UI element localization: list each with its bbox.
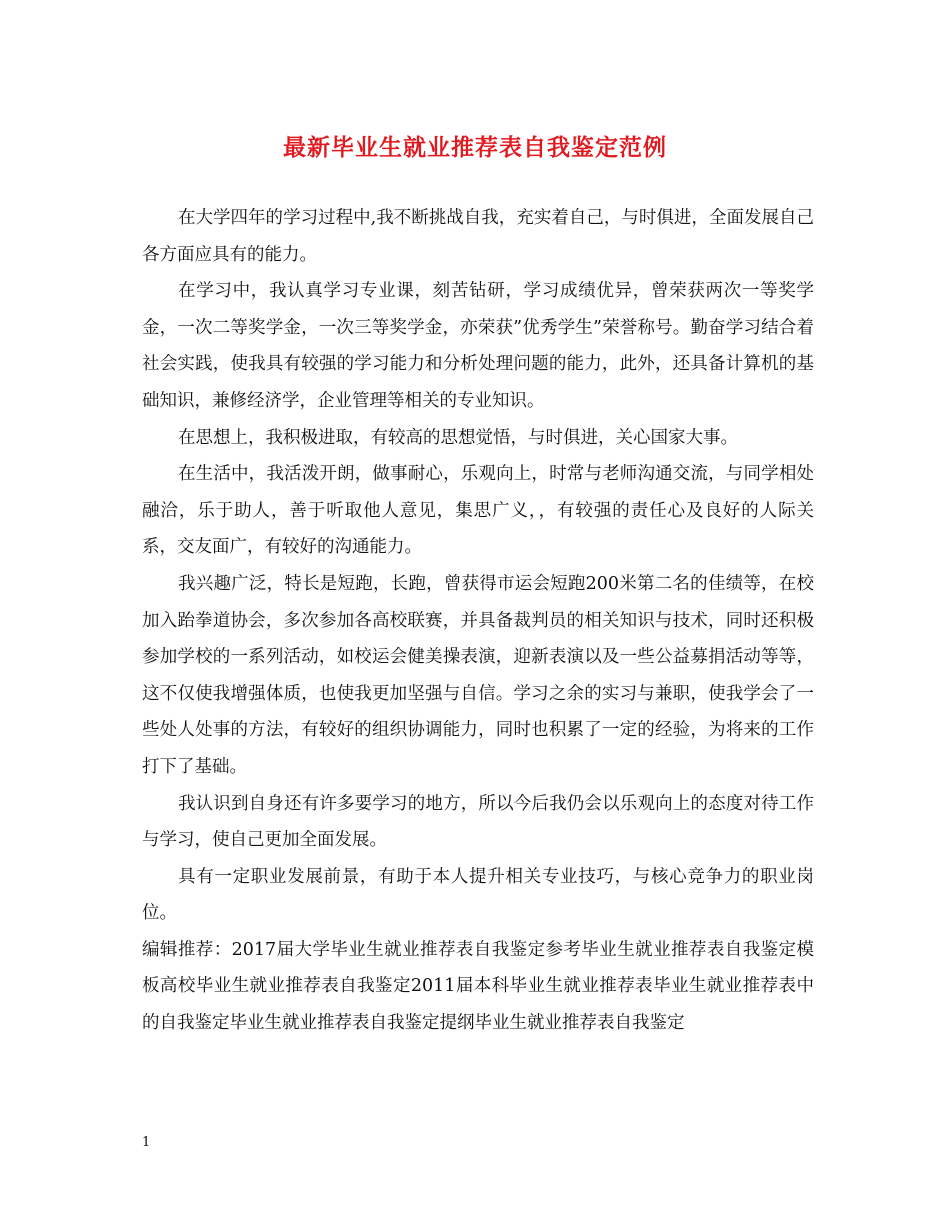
paragraph-career: 具有一定职业发展前景，有助于本人提升相关专业技巧，与核心竞争力的职业岗位。: [142, 866, 814, 924]
paragraph-study: 在学习中，我认真学习专业课，刻苦钻研，学习成绩优异，曾荣获两次一等奖学金，一次二等奖学金，一次三等奖学金，亦荣获”优秀学生”荣誉称号。勤奋学习结合着社会实践，使我具有较强的学习能力和分析处理问题的能力，此外，还具备计算机的基础知识，兼修经济学，企业管理等相关的专业知识。: [142, 281, 814, 411]
paragraph-life: 在生活中，我活泼开朗，做事耐心，乐观向上，时常与老师沟通交流，与同学相处融洽，乐于助人，善于听取他人意见，集思广义，，有较强的责任心及良好的人际关系，交友面广，有较好的沟通能力。: [142, 464, 814, 558]
document-title: 最新毕业生就业推荐表自我鉴定范例: [283, 134, 667, 161]
page-number: 1: [142, 1135, 151, 1150]
paragraph-intro: 在大学四年的学习过程中,我不断挑战自我，充实着自己，与时俱进，全面发展自己各方面应具有的能力。: [142, 208, 814, 265]
paragraph-interests: 我兴趣广泛，特长是短跑，长跑，曾获得市运会短跑200米第二名的佳绩等，在校加入跆拳道协会，多次参加各高校联赛，并具备裁判员的相关知识与技术，同时还积极参加学校的一系列活动，如校运会健美操表演，迎新表演以及一些公益募捐活动等等，这不仅使我增强体质，也使我更加坚强与自信。学习之余的实习与兼职，使我学会了一些处人处事的方法，有较好的组织协调能力，同时也积累了一定的经验，为将来的工作打下了基础。: [142, 573, 814, 777]
editor-recommend: 编辑推荐：2017届大学毕业生就业推荐表自我鉴定参考毕业生就业推荐表自我鉴定模板高校毕业生就业推荐表自我鉴定2011届本科毕业生就业推荐表毕业生就业推荐表中的自我鉴定毕业生就业推荐表自我鉴定提纲毕业生就业推荐表自我鉴定: [142, 939, 814, 1034]
paragraph-self-awareness: 我认识到自身还有许多要学习的地方，所以今后我仍会以乐观向上的态度对待工作与学习，使自己更加全面发展。: [142, 793, 814, 851]
paragraph-thought: 在思想上，我积极进取，有较高的思想觉悟，与时俱进，关心国家大事。: [178, 427, 738, 448]
document-body: [142, 200, 814, 1042]
